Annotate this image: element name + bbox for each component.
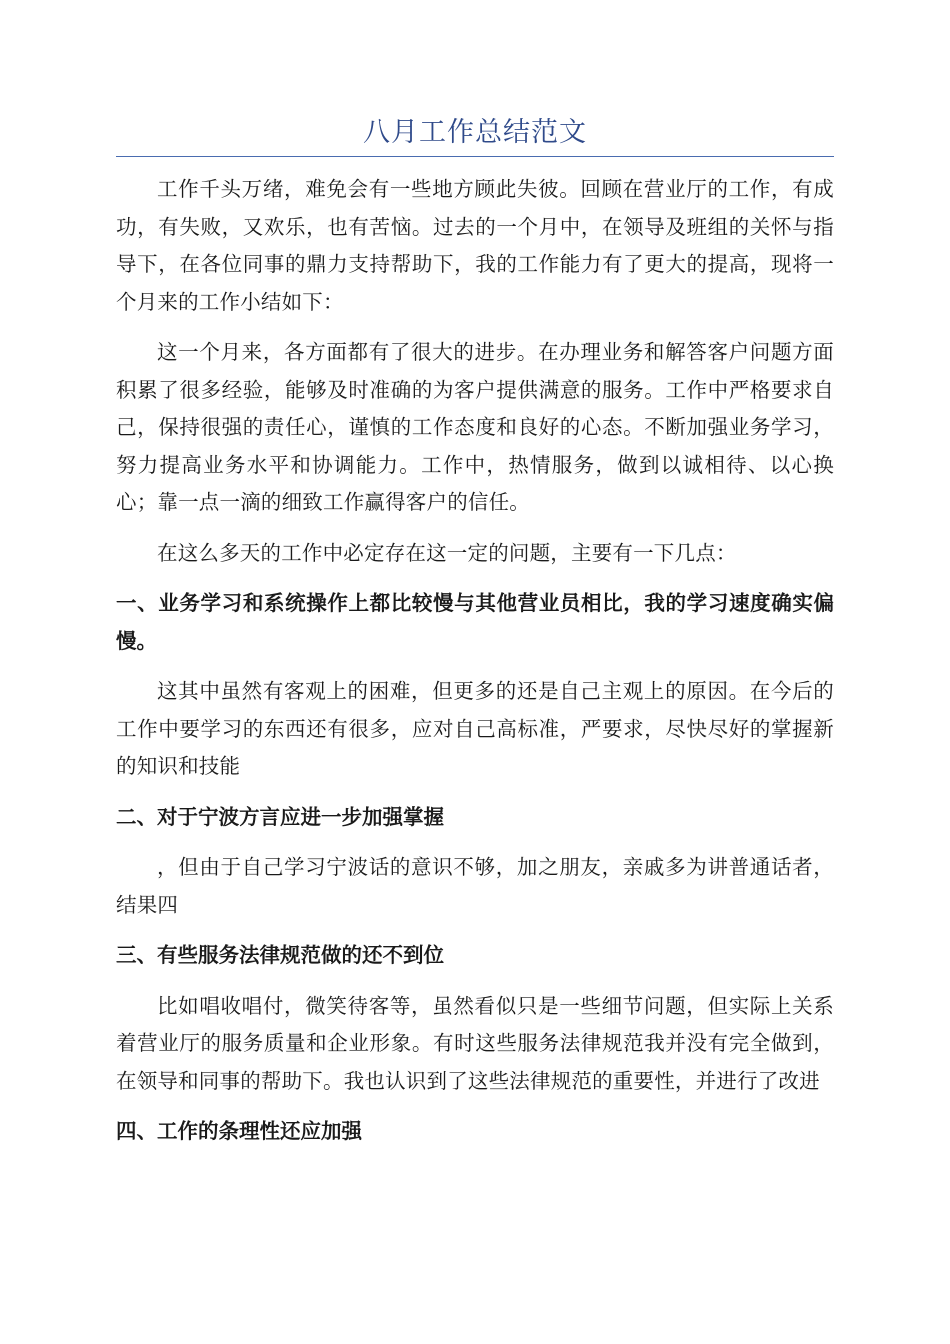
- progress-paragraph: 这一个月来，各方面都有了很大的进步。在办理业务和解答客户问题方面积累了很多经验，能够及时准确的为客户提供满意的服务。工作中严格要求自己，保持很强的责任心，谨慎的工作态度和良好的心态。不断加强业务学习，努力提高业务水平和协调能力。工作中，热情服务，做到以诚相待、以心换心；靠一点一滴的细致工作赢得客户的信任。: [116, 340, 834, 514]
- problems-intro-paragraph: 在这么多天的工作中必定存在这一定的问题，主要有一下几点：: [157, 540, 737, 565]
- section-heading-2: 二、对于宁波方言应进一步加强掌握: [116, 804, 444, 829]
- section-paragraph-2: ，但由于自己学习宁波话的意识不够，加之朋友，亲戚多为讲普通话者，结果四: [116, 855, 834, 917]
- section-heading-4: 四、工作的条理性还应加强: [116, 1119, 362, 1143]
- section-heading-1: 一、业务学习和系统操作上都比较慢与其他营业员相比，我的学习速度确实偏慢。: [116, 591, 834, 653]
- title-underline: [116, 156, 834, 157]
- document-title: 八月工作总结范文: [363, 117, 587, 148]
- section-paragraph-1: 这其中虽然有客观上的困难，但更多的还是自己主观上的原因。在今后的工作中要学习的东西还有很多，应对自己高标准，严要求，尽快尽好的掌握新的知识和技能: [116, 679, 834, 778]
- section-heading-3: 三、有些服务法律规范做的还不到位: [116, 943, 444, 967]
- intro-paragraph: 工作千头万绪，难免会有一些地方顾此失彼。回顾在营业厅的工作，有成功，有失败，又欢乐，也有苦恼。过去的一个月中，在领导及班组的关怀与指导下，在各位同事的鼎力支持帮助下，我的工作能力有了更大的提高，现将一个月来的工作小结如下：: [116, 177, 834, 314]
- section-paragraph-3: 比如唱收唱付，微笑待客等，虽然看似只是一些细节问题，但实际上关系着营业厅的服务质量和企业形象。有时这些服务法律规范我并没有完全做到，在领导和同事的帮助下。我也认识到了这些法律规范的重要性，并进行了改进: [116, 993, 834, 1093]
- document-page: [116, 110, 834, 1164]
